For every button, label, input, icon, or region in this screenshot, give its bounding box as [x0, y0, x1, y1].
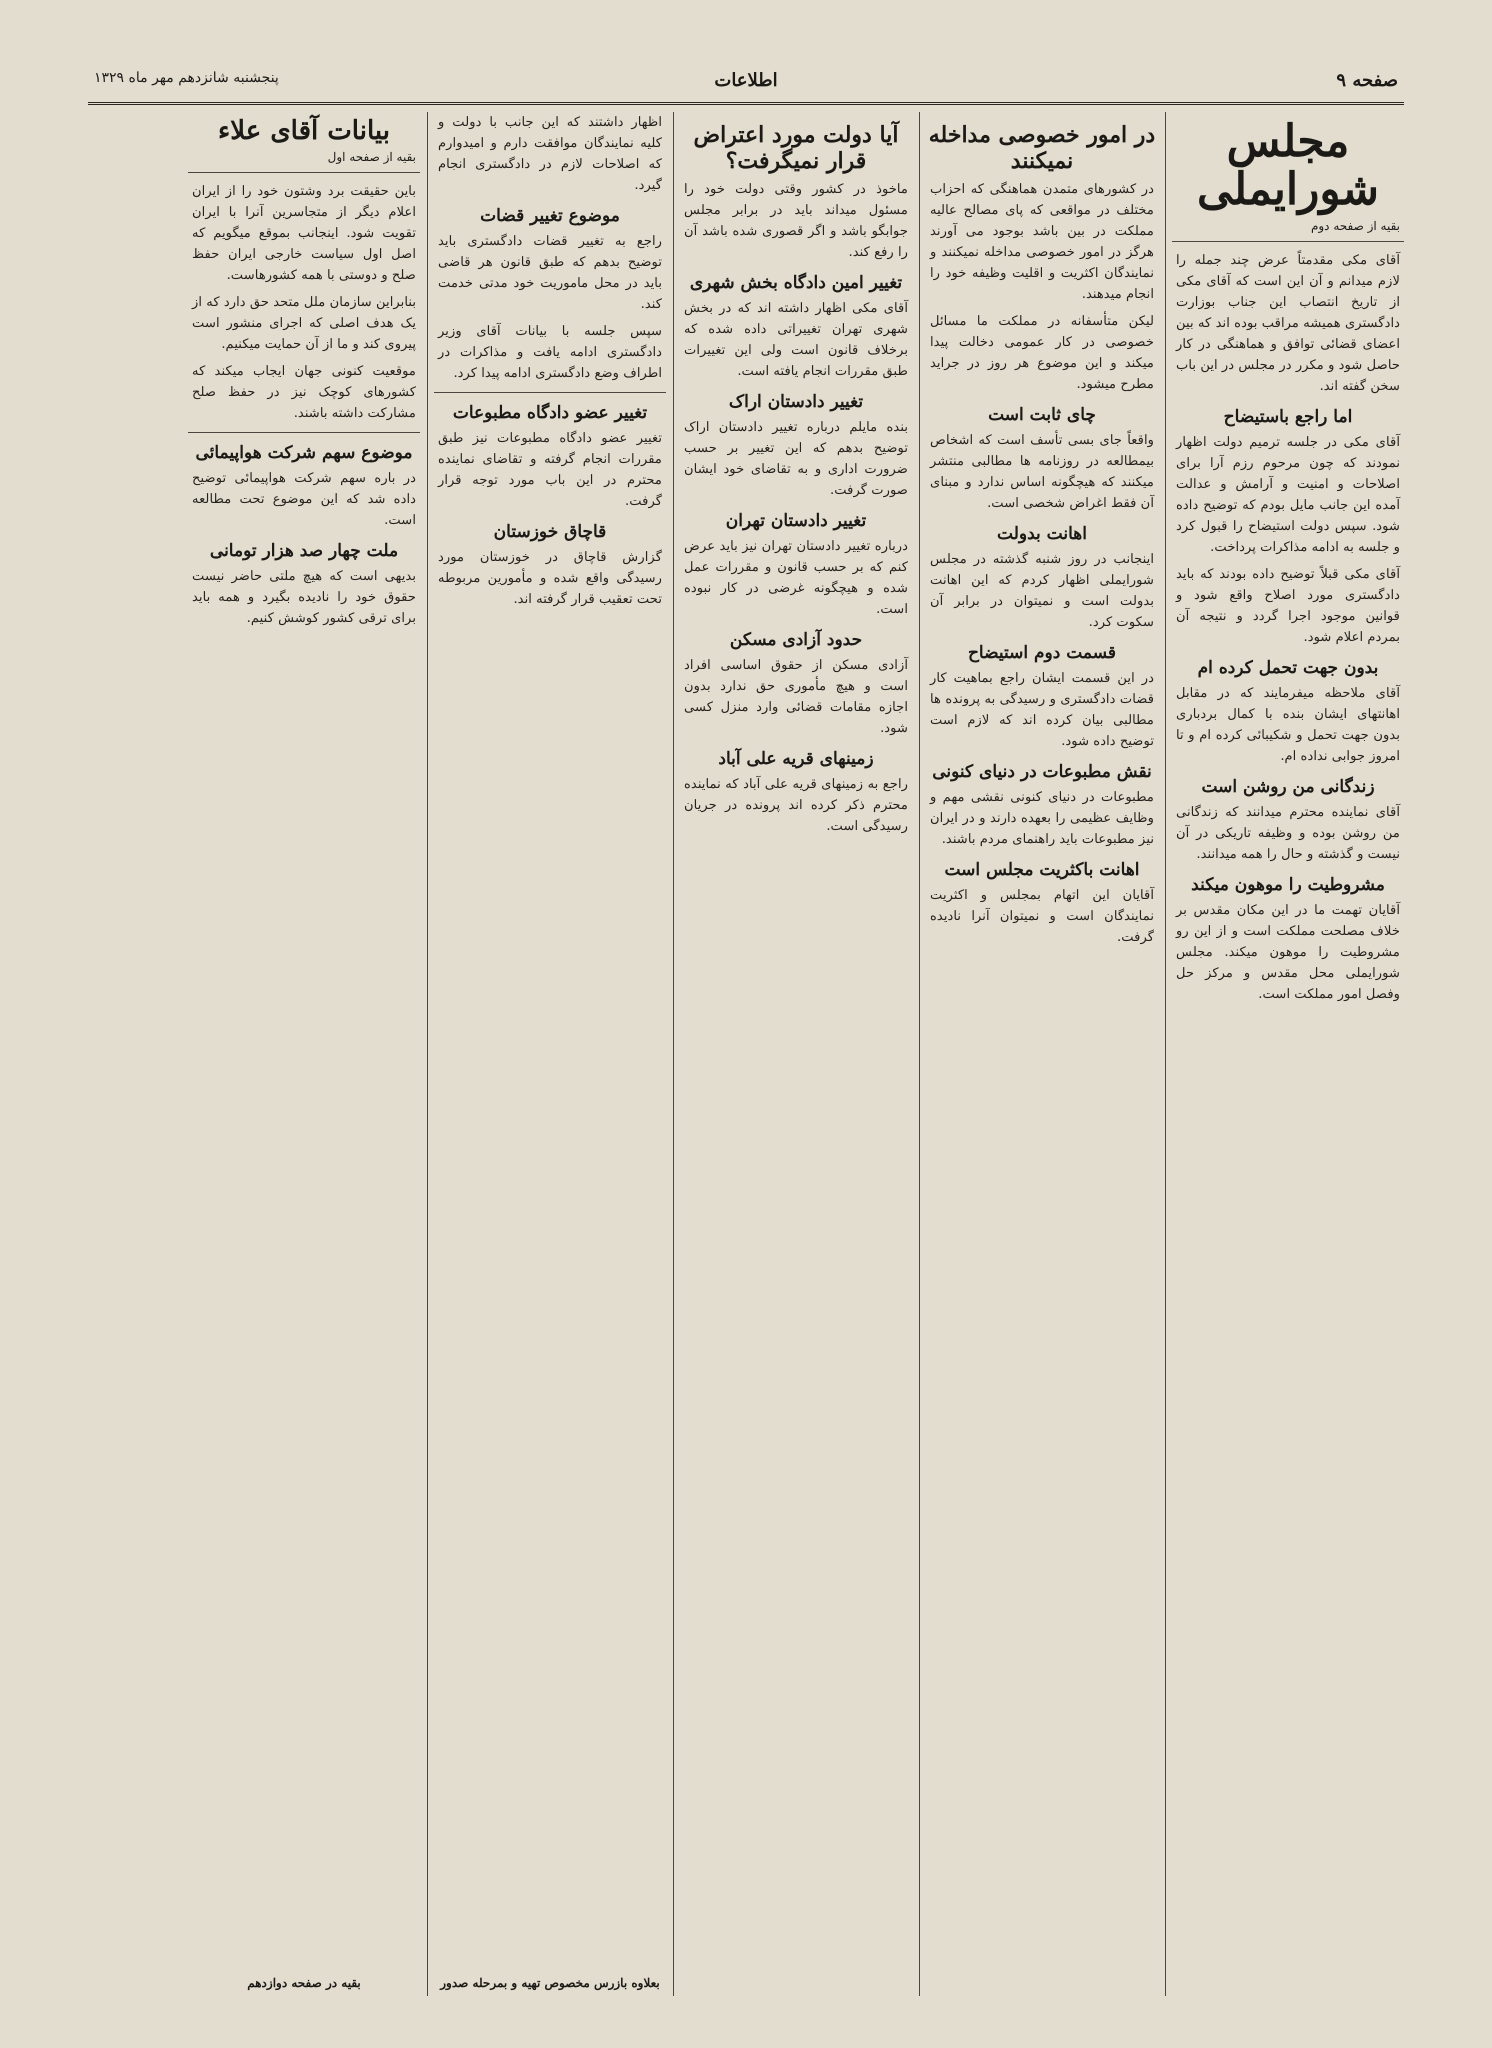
article-paragraph: واقعاً جای بسی تأسف است که اشخاص بیمطالعه در روزنامه ها مطالبی منتشر میکنند که هیچگونه اساس ندارد و مبنای آن فقط اغراض شخصی است.	[930, 433, 1154, 511]
section-heading: نقش مطبوعات در دنیای کنونی	[932, 762, 1152, 782]
column-2	[926, 112, 1158, 1996]
article-paragraph: لیکن متأسفانه در مملکت ما مسائل خصوصی در کار عمومی دخالت پیدا میکند و این موضوع هر روز در جراید مطرح میشود.	[930, 314, 1154, 392]
article-paragraph: آزادی مسکن از حقوق اساسی افراد است و هیچ مأموری حق ندارد بدون اجازه مقامات قضائی وارد منزل کسی شود.	[684, 658, 908, 736]
section-heading: قاچاق خوزستان	[493, 522, 607, 542]
column-3	[680, 112, 912, 1996]
page-number: صفحه ۹	[1336, 70, 1398, 91]
section-heading: قسمت دوم استیضاح	[967, 643, 1117, 663]
article-paragraph: گزارش قاچاق در خوزستان مورد رسیدگی واقع شده و مأمورین مربوطه تحت تعقیب قرار گرفته اند.	[438, 550, 662, 607]
divider	[434, 392, 666, 393]
article-paragraph: آقایان تهمت ما در این مکان مقدس بر خلاف مصلحت مملکت است و از این رو مشروطیت را موهون میکند. مجلس شورایملی محل مقدس و مرکز حل وفصل امور مملکت است.	[1176, 902, 1400, 1002]
section-heading: حدود آزادی مسکن	[729, 630, 863, 650]
article-paragraph: ماخوذ در کشور وقتی دولت خود را مسئول میداند باید در برابر مجلس جوابگو باشد و اگر قصوری شده باشد آن را رفع کند.	[684, 182, 908, 260]
article-paragraph: درباره تغییر دادستان تهران نیز باید عرض کنم که بر حسب قانون و مقررات عمل شده و هیچگونه غرضی در کار نبوده است.	[684, 539, 908, 617]
section-heading: مشروطیت را موهون میکند	[1191, 874, 1385, 895]
section-heading: تغییر عضو دادگاه مطبوعات	[452, 403, 648, 423]
article-paragraph: در کشورهای متمدن هماهنگی که احزاب مختلف در مواقعی که پای مصالح عالیه مملکت در بین باشد بوجود می آورند هرگز در امور خصوصی مداخله نمیکنند و نمایندگان اکثریت و اقلیت وظیفه خود را انجام میدهند.	[930, 182, 1154, 302]
footer-note: بقیه در صفحه دوازدهم	[247, 1976, 361, 1990]
article-paragraph: آقایان این اتهام بمجلس و اکثریت نمایندگان است و نمیتوان آنرا نادیده گرفت.	[930, 888, 1154, 945]
section-heading: زمینهای قریه علی آباد	[718, 749, 874, 769]
article-paragraph: مطبوعات در دنیای کنونی نقشی مهم و وظایف عظیمی را بعهده دارند و در ایران نیز مطبوعات باید راهنمای مردم باشند.	[930, 790, 1154, 847]
divider	[1172, 241, 1404, 242]
article-paragraph: در باره سهم شرکت هواپیمائی توضیح داده شد که این موضوع تحت مطالعه است.	[192, 471, 416, 528]
article-paragraph: بدیهی است که هیچ ملتی حاضر نیست حقوق خود را نادیده بگیرد و همه باید برای ترقی کشور کوشش کنیم.	[192, 569, 416, 626]
column-rule	[673, 112, 674, 1996]
masthead	[88, 62, 1404, 105]
article-paragraph: راجع به زمینهای قریه علی آباد که نماینده محترم ذکر کرده اند پرونده در جریان رسیدگی است.	[684, 777, 908, 834]
section-heading: ملت چهار صد هزار تومانی	[209, 541, 399, 561]
section-heading: موضوع سهم شرکت هواپیمائی	[195, 443, 413, 463]
article-paragraph: راجع به تغییر قضات دادگستری باید توضیح بدهم که طبق قانون هر قاضی باید در محل ماموریت خود مدتی خدمت کند.	[438, 234, 662, 312]
article-headline: بیانات آقای علاء	[218, 116, 390, 146]
article-paragraph: آقای مکی اظهار داشته اند که در بخش شهری تهران تغییراتی داده شده که برخلاف قانون است ولی این تغییرات طبق مقررات انجام یافته است.	[684, 301, 908, 379]
continuation-note: بقیه از صفحه دوم	[1310, 218, 1400, 233]
article-paragraph: اظهار داشتند که این جانب با دولت و کلیه نمایندگان موافقت دارم و امیدوارم که اصلاحات لازم در دادگستری انجام گیرد.	[438, 115, 662, 193]
section-heading: اما راجع باستیضاح	[1223, 406, 1353, 427]
section-heading: چای ثابت است	[988, 405, 1096, 425]
column-rule	[919, 112, 920, 1996]
section-heading: تغییر دادستان تهران	[725, 511, 867, 531]
section-heading: زندگانی من روشن است	[1201, 776, 1375, 797]
paper-name: اطلاعات	[714, 70, 778, 91]
article-paragraph: موقعیت کنونی جهان ایجاب میکند که کشورهای کوچک نیز در حفظ صلح مشارکت داشته باشند.	[192, 364, 416, 421]
article-paragraph: سپس جلسه با بیانات آقای وزیر دادگستری ادامه یافت و مذاکرات در اطراف وضع دادگستری ادامه پیدا کرد.	[438, 324, 662, 381]
column-rule	[1165, 112, 1166, 1996]
article-paragraph: بنابراین سازمان ملل متحد حق دارد که از یک هدف اصلی که اجرای منشور است پیروی کند و ما از آن حمایت میکنیم.	[192, 295, 416, 352]
article-paragraph: بنده مایلم درباره تغییر دادستان اراک توضیح بدهم که این تغییر بر حسب ضرورت اداری و به تقاضای خود ایشان صورت گرفت.	[684, 420, 908, 498]
section-heading: اهانت باکثریت مجلس است	[944, 860, 1140, 880]
footer-note: بعلاوه بازرس مخصوص تهیه و بمرحله صدور	[440, 1976, 660, 1990]
article-paragraph: تغییر عضو دادگاه مطبوعات نیز طبق مقررات انجام گرفته و تقاضای نماینده محترم در این باب مورد توجه قرار گرفت.	[438, 431, 662, 509]
section-heading: موضوع تغییر قضات	[480, 206, 620, 226]
column-4	[434, 112, 666, 1996]
section-heading: بدون جهت تحمل کرده ام	[1197, 657, 1379, 678]
article-paragraph: آقای مکی مقدمتاً عرض چند جمله را لازم میدانم و آن این است که آقای مکی از تاریخ انتصاب این جناب بوزارت دادگستری همیشه مراقب بوده اند که بین اعضای قضائی توافق و هماهنگی در کار حاصل شود و مکرر در مجلس در این باب سخن گفته اند.	[1176, 252, 1400, 394]
section-heading: آیا دولت مورد اعتراض قرار نمیگرفت؟	[693, 122, 899, 174]
article-paragraph: آقای نماینده محترم میدانند که زندگانی من روشن بوده و وظیفه تاریکی در آن نیست و گذشته و حال را همه میدانند.	[1176, 804, 1400, 862]
article-paragraph: در این قسمت ایشان راجع بماهیت کار قضات دادگستری و رسیدگی به پرونده ها مطالبی بیان کرده اند که لازم است توضیح داده شود.	[930, 671, 1154, 749]
main-headline: مجلس شورایملی	[1197, 116, 1379, 216]
column-5	[188, 112, 420, 1996]
section-heading: اهانت بدولت	[997, 524, 1087, 544]
section-heading: تغییر دادستان اراک	[728, 392, 864, 412]
section-heading: در امور خصوصی مداخله نمیکنند	[928, 122, 1156, 174]
section-heading: تغییر امین دادگاه بخش شهری	[689, 273, 903, 293]
article-paragraph: باین حقیقت برد وشتون خود را از ایران اعلام دیگر از متجاسرین آنرا با ایران تقویت شود. اینجانب بموقع میگویم که اصل اول سیاست خارجی ایران حفظ صلح و دوستی با همه کشورهاست.	[192, 184, 416, 283]
columns	[88, 112, 1404, 1996]
divider	[188, 172, 420, 173]
article-paragraph: آقای مکی قبلاً توضیح داده بودند که باید دادگستری مورد اصلاح واقع شود و قوانین موجود اجرا گردد و نتیجه آن بمردم اعلام شود.	[1176, 566, 1400, 645]
continuation-note: بقیه از صفحه اول	[327, 150, 416, 164]
column-1	[1172, 112, 1404, 1996]
issue-date: پنجشنبه شانزدهم مهر ماه ۱۳۲۹	[94, 70, 279, 86]
article-paragraph: اینجانب در روز شنبه گذشته در مجلس شورایملی اظهار کردم که این اهانت بدولت است و نمیتوان در برابر آن سکوت کرد.	[930, 552, 1154, 630]
column-rule	[427, 112, 428, 1996]
article-paragraph: آقای ملاحظه میفرمایند که در مقابل اهانتهای ایشان بنده با کمال بردباری بدون جهت تحمل و شکیبائی کرده ام و تا امروز جوابی نداده ام.	[1176, 685, 1400, 764]
divider	[188, 432, 420, 433]
article-paragraph: آقای مکی در جلسه ترمیم دولت اظهار نمودند که چون مرحوم رزم آرا برای اصلاحات و امنیت و آرامش و عدالت آمده این جانب مایل بودم که توضیح داده شود. سپس دولت استیضاح را قبول کرد و جلسه به ادامه مذاکرات پرداخت.	[1176, 434, 1400, 555]
